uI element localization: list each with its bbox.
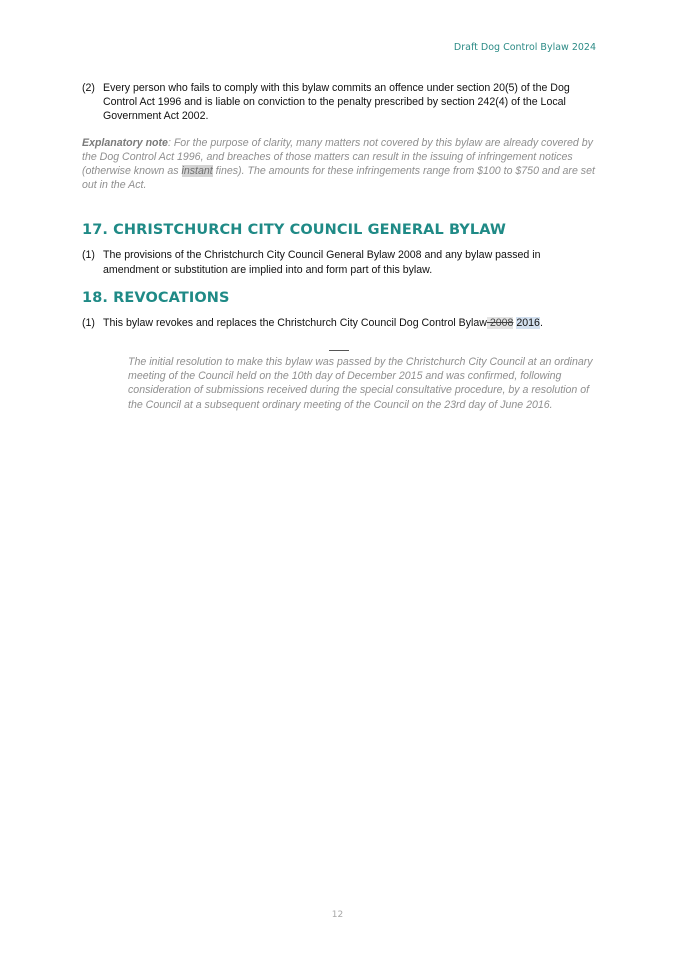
note-text-after: fines). The amounts for these infringements range from $100 to $750 and are set out in the Act. — [82, 165, 595, 192]
clause-18-1 — [82, 316, 597, 330]
clause-text: The provisions of the Christchurch City Council General Bylaw 2008 and any bylaw passed in amendment or substitution are implied into and form part of this bylaw. — [103, 249, 541, 276]
clause-17-1 — [82, 248, 597, 276]
note-highlighted-word: instant — [181, 165, 213, 178]
clause-text — [103, 316, 597, 330]
clause-end-punctuation: . — [539, 316, 543, 329]
resolution-note: The initial resolution to make this bylaw was passed by the Christchurch City Council at an ordinary meeting of the Council held on the 10th day of December 2015 and was confirmed, following consideration of submissions received during the special consultative procedure, by a resolution of the Council at a subsequent ordinary meeting of the Council on the 23rd day of June 2016. — [128, 356, 593, 411]
section-18-heading: 18. REVOCATIONS — [82, 289, 230, 306]
separator-rule — [329, 350, 349, 351]
note-label: Explanatory note — [82, 136, 168, 149]
page-number: 12 — [331, 910, 344, 920]
clause-text: Every person who fails to comply with this bylaw commits an offence under section 20(5) of the Dog Control Act 1996 and is liable on conviction to the penalty prescribed by section 242(4) of the Local Government Act 2002. — [103, 82, 570, 123]
clause-text-main: This bylaw revokes and replaces the Christchurch City Council Dog Control Bylaw — [103, 316, 487, 329]
clause-number: (1) — [82, 249, 95, 262]
clause-number: (2) — [82, 82, 95, 94]
inserted-year: 2016 — [516, 316, 540, 329]
document-body — [82, 81, 597, 412]
deleted-year: 2008 — [486, 316, 514, 329]
explanatory-note — [82, 136, 597, 193]
clause-number: (1) — [82, 316, 95, 329]
note-text-before: : For the purpose of clarity, many matters not covered by this bylaw are already covered by the Dog Control Act 1996, and breaches of those matters can result in the issuing of infringement notices (otherwise known as — [82, 136, 593, 178]
clause-16-2 — [82, 81, 597, 124]
document-header-title: Draft Dog Control Bylaw 2024 — [453, 42, 596, 53]
section-17-heading: 17. CHRISTCHURCH CITY COUNCIL GENERAL BYLAW — [82, 222, 507, 239]
